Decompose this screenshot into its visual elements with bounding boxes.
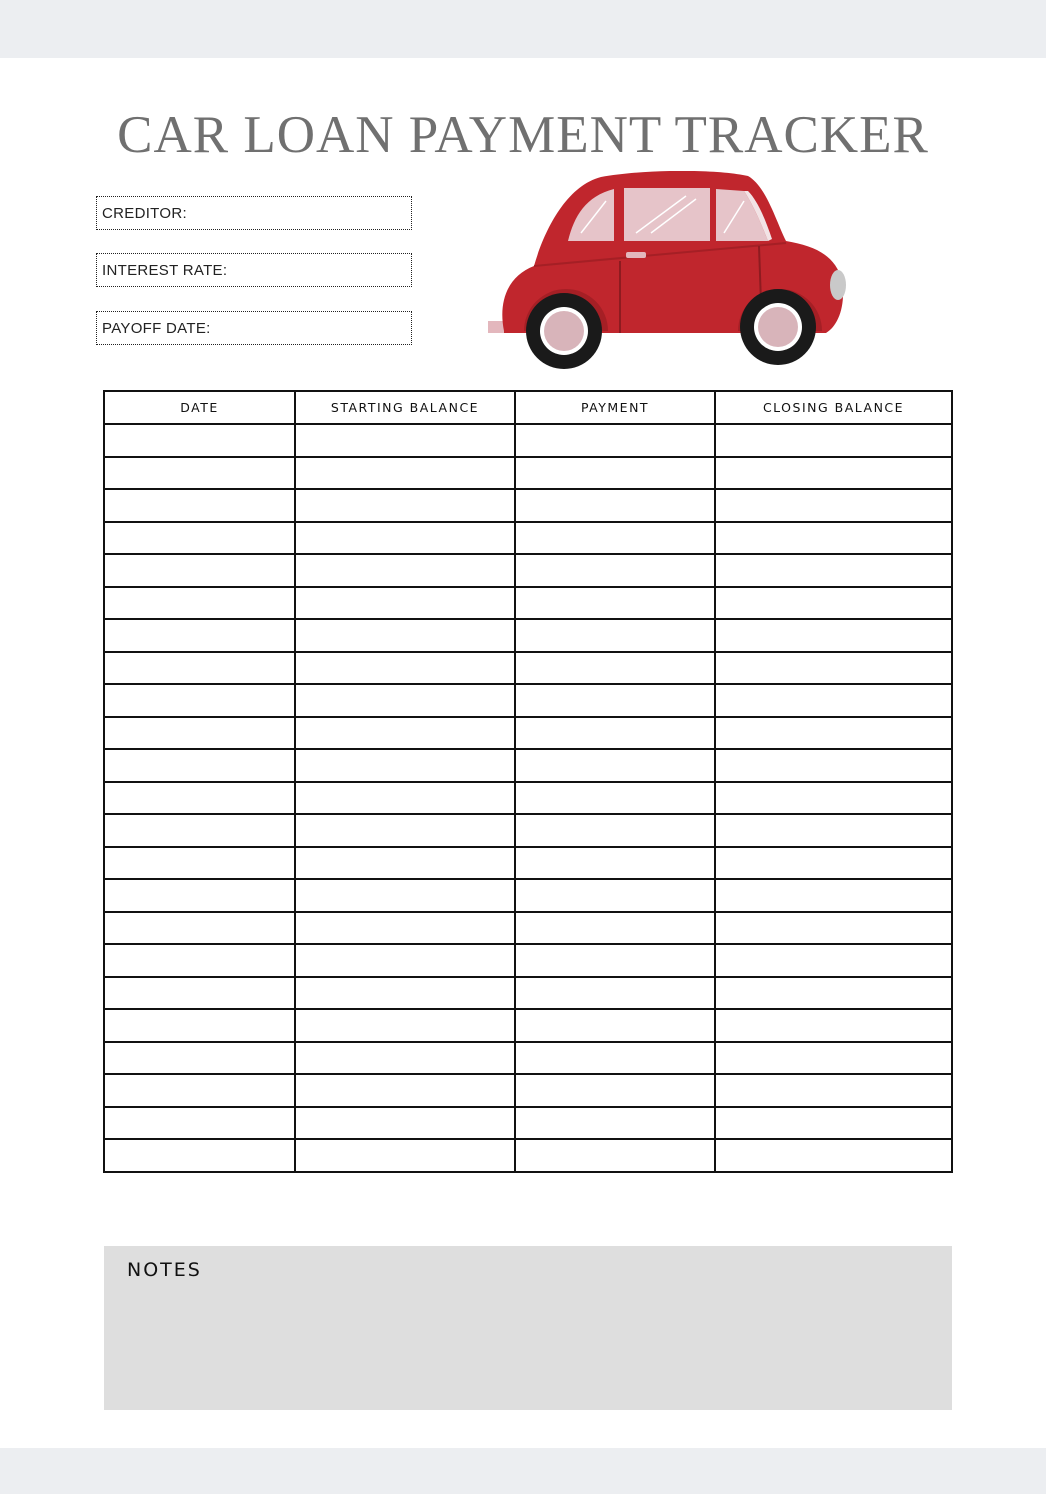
table-row [104,1009,952,1042]
notes-label: NOTES [127,1259,202,1281]
table-row [104,684,952,717]
table-body [104,424,952,1172]
starting-balance-cell[interactable] [295,977,515,1010]
starting-balance-cell[interactable] [295,652,515,685]
header-starting-balance: STARTING BALANCE [295,391,515,424]
payment-cell[interactable] [515,1009,715,1042]
payment-cell[interactable] [515,717,715,750]
table-row [104,1042,952,1075]
payment-cell[interactable] [515,554,715,587]
date-cell[interactable] [104,1009,295,1042]
table-row [104,424,952,457]
starting-balance-cell[interactable] [295,522,515,555]
date-cell[interactable] [104,717,295,750]
closing-balance-cell[interactable] [715,619,952,652]
payment-cell[interactable] [515,912,715,945]
date-cell[interactable] [104,1139,295,1172]
header-date: DATE [104,391,295,424]
payment-cell[interactable] [515,619,715,652]
starting-balance-cell[interactable] [295,782,515,815]
date-cell[interactable] [104,1107,295,1140]
starting-balance-cell[interactable] [295,424,515,457]
table-row [104,944,952,977]
table-row [104,457,952,490]
red-car-icon [486,171,848,373]
starting-balance-cell[interactable] [295,684,515,717]
closing-balance-cell[interactable] [715,424,952,457]
table-row [104,912,952,945]
closing-balance-cell[interactable] [715,684,952,717]
date-cell[interactable] [104,1042,295,1075]
starting-balance-cell[interactable] [295,912,515,945]
payment-table [103,390,953,1173]
closing-balance-cell[interactable] [715,457,952,490]
starting-balance-cell[interactable] [295,1009,515,1042]
tracker-page [0,58,1046,1448]
table-row [104,587,952,620]
starting-balance-cell[interactable] [295,457,515,490]
table-row [104,879,952,912]
starting-balance-cell[interactable] [295,489,515,522]
starting-balance-cell[interactable] [295,879,515,912]
payoff-date-label: PAYOFF DATE: [102,320,211,337]
closing-balance-cell[interactable] [715,814,952,847]
payment-cell[interactable] [515,977,715,1010]
payment-cell[interactable] [515,652,715,685]
starting-balance-cell[interactable] [295,1139,515,1172]
closing-balance-cell[interactable] [715,749,952,782]
closing-balance-cell[interactable] [715,1009,952,1042]
table-row [104,977,952,1010]
date-cell[interactable] [104,814,295,847]
starting-balance-cell[interactable] [295,944,515,977]
table-row [104,717,952,750]
notes-box[interactable] [104,1246,952,1410]
page-title: CAR LOAN PAYMENT TRACKER [117,106,929,164]
payment-cell[interactable] [515,814,715,847]
date-cell[interactable] [104,587,295,620]
header-closing-balance: CLOSING BALANCE [715,391,952,424]
payment-cell[interactable] [515,879,715,912]
payment-cell[interactable] [515,684,715,717]
closing-balance-cell[interactable] [715,554,952,587]
creditor-field[interactable] [96,196,412,230]
date-cell[interactable] [104,1074,295,1107]
interest-rate-field[interactable] [96,253,412,287]
starting-balance-cell[interactable] [295,717,515,750]
payment-cell[interactable] [515,522,715,555]
table-row [104,1107,952,1140]
closing-balance-cell[interactable] [715,977,952,1010]
date-cell[interactable] [104,912,295,945]
payment-cell[interactable] [515,1107,715,1140]
closing-balance-cell[interactable] [715,782,952,815]
date-cell[interactable] [104,619,295,652]
table-row [104,652,952,685]
date-cell[interactable] [104,489,295,522]
date-cell[interactable] [104,977,295,1010]
closing-balance-cell[interactable] [715,1139,952,1172]
closing-balance-cell[interactable] [715,587,952,620]
closing-balance-cell[interactable] [715,1107,952,1140]
date-cell[interactable] [104,522,295,555]
starting-balance-cell[interactable] [295,619,515,652]
payment-cell[interactable] [515,1074,715,1107]
closing-balance-cell[interactable] [715,1074,952,1107]
date-cell[interactable] [104,879,295,912]
table-row [104,489,952,522]
closing-balance-cell[interactable] [715,652,952,685]
table-row [104,554,952,587]
payment-cell[interactable] [515,1042,715,1075]
closing-balance-cell[interactable] [715,1042,952,1075]
creditor-label: CREDITOR: [102,205,187,222]
date-cell[interactable] [104,554,295,587]
interest-rate-label: INTEREST RATE: [102,262,228,279]
payment-cell[interactable] [515,457,715,490]
closing-balance-cell[interactable] [715,879,952,912]
starting-balance-cell[interactable] [295,587,515,620]
table-row [104,749,952,782]
table-header-row [104,391,952,424]
date-cell[interactable] [104,944,295,977]
payment-cell[interactable] [515,782,715,815]
payment-cell[interactable] [515,847,715,880]
closing-balance-cell[interactable] [715,944,952,977]
date-cell[interactable] [104,847,295,880]
closing-balance-cell[interactable] [715,489,952,522]
payment-cell[interactable] [515,424,715,457]
starting-balance-cell[interactable] [295,749,515,782]
payment-cell[interactable] [515,944,715,977]
closing-balance-cell[interactable] [715,522,952,555]
header-payment: PAYMENT [515,391,715,424]
payment-cell[interactable] [515,749,715,782]
starting-balance-cell[interactable] [295,1074,515,1107]
payment-cell[interactable] [515,587,715,620]
date-cell[interactable] [104,652,295,685]
date-cell[interactable] [104,684,295,717]
table-row [104,1139,952,1172]
date-cell[interactable] [104,424,295,457]
payment-cell[interactable] [515,1139,715,1172]
closing-balance-cell[interactable] [715,717,952,750]
starting-balance-cell[interactable] [295,1107,515,1140]
date-cell[interactable] [104,782,295,815]
starting-balance-cell[interactable] [295,1042,515,1075]
starting-balance-cell[interactable] [295,847,515,880]
date-cell[interactable] [104,457,295,490]
closing-balance-cell[interactable] [715,912,952,945]
starting-balance-cell[interactable] [295,554,515,587]
payment-cell[interactable] [515,489,715,522]
table-row [104,619,952,652]
table-row [104,814,952,847]
date-cell[interactable] [104,749,295,782]
starting-balance-cell[interactable] [295,814,515,847]
table-row [104,522,952,555]
table-row [104,782,952,815]
payoff-date-field[interactable] [96,311,412,345]
table-row [104,847,952,880]
table-row [104,1074,952,1107]
closing-balance-cell[interactable] [715,847,952,880]
